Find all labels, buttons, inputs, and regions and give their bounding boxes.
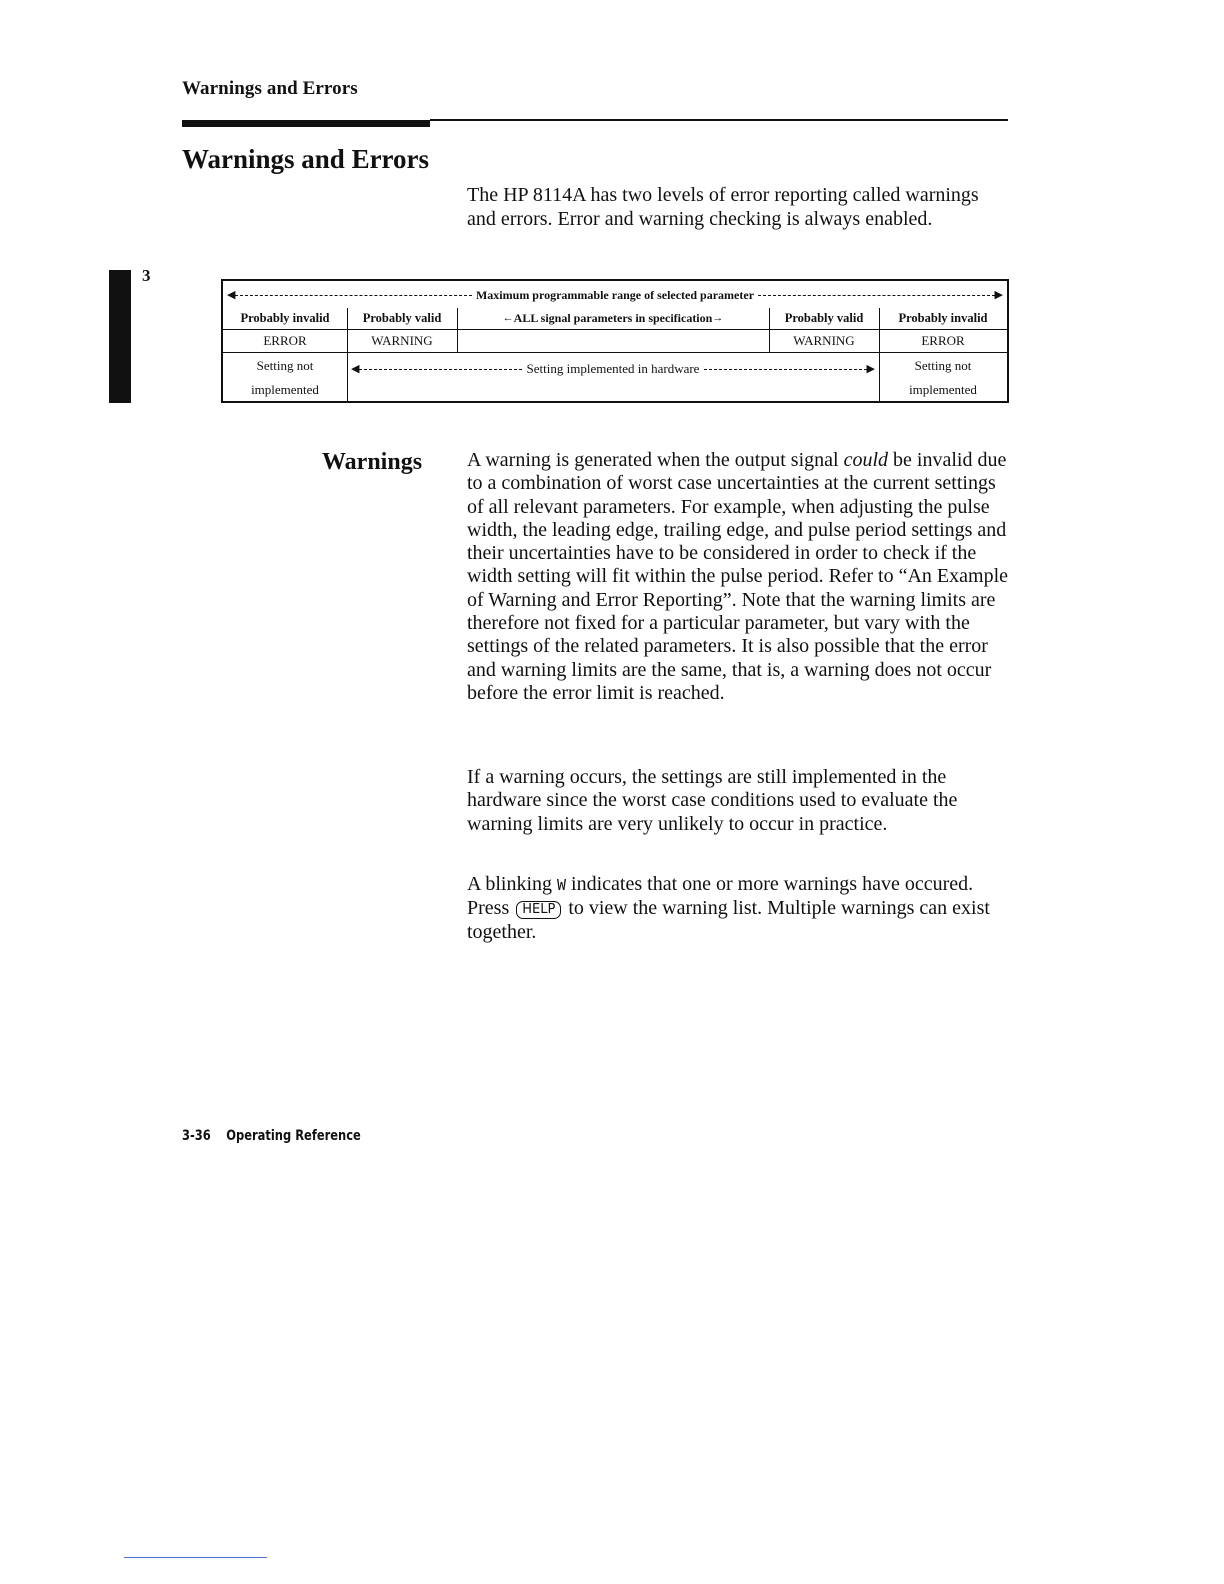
hw-left-line1: Setting not	[256, 358, 314, 373]
chapter-number: 3	[142, 266, 151, 285]
col-probably-valid-left: Probably valid	[362, 311, 442, 325]
dash-line	[235, 295, 472, 296]
arrow-right-icon: →	[712, 312, 724, 324]
page-number: 3-36	[182, 1128, 211, 1144]
warnings-paragraph-2: If a warning occurs, the settings are still implemented in the hardware since the worst case conditions used to evaluate the warning limits are very unlikely to occur in practice.	[467, 766, 958, 835]
hw-not-implemented-left	[223, 353, 347, 403]
help-key-icon: HELP	[516, 901, 561, 919]
p3-text-a: A blinking	[467, 873, 558, 895]
col-probably-invalid-right: Probably invalid	[898, 311, 988, 325]
dash-line	[758, 295, 995, 296]
max-range-label: Maximum programmable range of selected parameter	[475, 287, 755, 302]
hw-right-line1: Setting not	[914, 358, 972, 373]
arrow-right-icon: ▶	[994, 288, 1004, 301]
all-in-spec-label: ALL signal parameters in specification	[513, 311, 713, 325]
arrow-right-icon: ▶	[866, 362, 875, 375]
section-title: Warnings and Errors	[182, 144, 430, 174]
hw-implemented-arrow	[351, 361, 875, 377]
status-warning-right: WARNING	[793, 333, 855, 348]
status-warning-left: WARNING	[371, 333, 433, 348]
hw-implemented-label: Setting implemented in hardware	[526, 361, 700, 376]
dash-line	[704, 369, 866, 370]
warnings-heading: Warnings	[322, 449, 423, 475]
p3-text-b: indicates that one or more warnings have occured. Press	[467, 873, 974, 920]
hw-left-line2: implemented	[251, 382, 319, 397]
chapter-tab-bar	[109, 270, 131, 403]
p1-emphasis: could	[843, 449, 889, 471]
footer-title: Operating Reference	[226, 1128, 361, 1144]
error-warning-diagram	[221, 279, 1009, 403]
intro-paragraph: The HP 8114A has two levels of error reporting called warnings and errors. Error and warning checking is always enabled.	[467, 184, 979, 230]
status-error-left: ERROR	[263, 333, 307, 348]
warnings-paragraph-1	[467, 449, 1012, 705]
header-rule-thick	[182, 120, 430, 127]
arrow-left-icon: ◀	[351, 362, 360, 375]
col-all-in-spec	[457, 308, 769, 329]
status-error-right: ERROR	[921, 333, 965, 348]
warnings-paragraph-3	[467, 873, 1012, 944]
arrow-left-icon: ←	[502, 312, 514, 324]
p1-text-a: A warning is generated when the output signal	[467, 449, 844, 471]
warning-indicator-glyph: W	[557, 876, 567, 894]
p3-text-c: to view the warning list. Multiple warnings can exist together.	[467, 897, 990, 943]
dash-line	[359, 369, 521, 370]
bottom-divider	[124, 1557, 267, 1558]
hw-right-line2: implemented	[909, 382, 977, 397]
p1-text-b: be invalid due to a combination of worst case uncertainties at the current settings of all relevant parameters. For example, when adjusting the pulse width, the leading edge, trailing edge, and pulse period settings and their uncertainties have to be considered in order to check if the width setting will fit within the pulse period. Refer to “An Example of Warning and Error Reporting”. Note that the warning limits are therefore not fixed for a particular parameter, but vary with the settings of the related parameters. It is also possible that the error and warning limits are the same, that is, a warning does not occur before the error limit is reached.	[467, 449, 1009, 704]
col-probably-valid-right: Probably valid	[784, 311, 864, 325]
hw-not-implemented-right	[879, 353, 1007, 403]
arrow-left-icon: ◀	[227, 288, 236, 301]
max-range-arrow	[227, 287, 1003, 303]
header-rule-thin	[430, 119, 1008, 121]
page-footer	[182, 1128, 361, 1144]
col-probably-invalid-left: Probably invalid	[240, 311, 330, 325]
running-header: Warnings and Errors	[182, 78, 358, 99]
